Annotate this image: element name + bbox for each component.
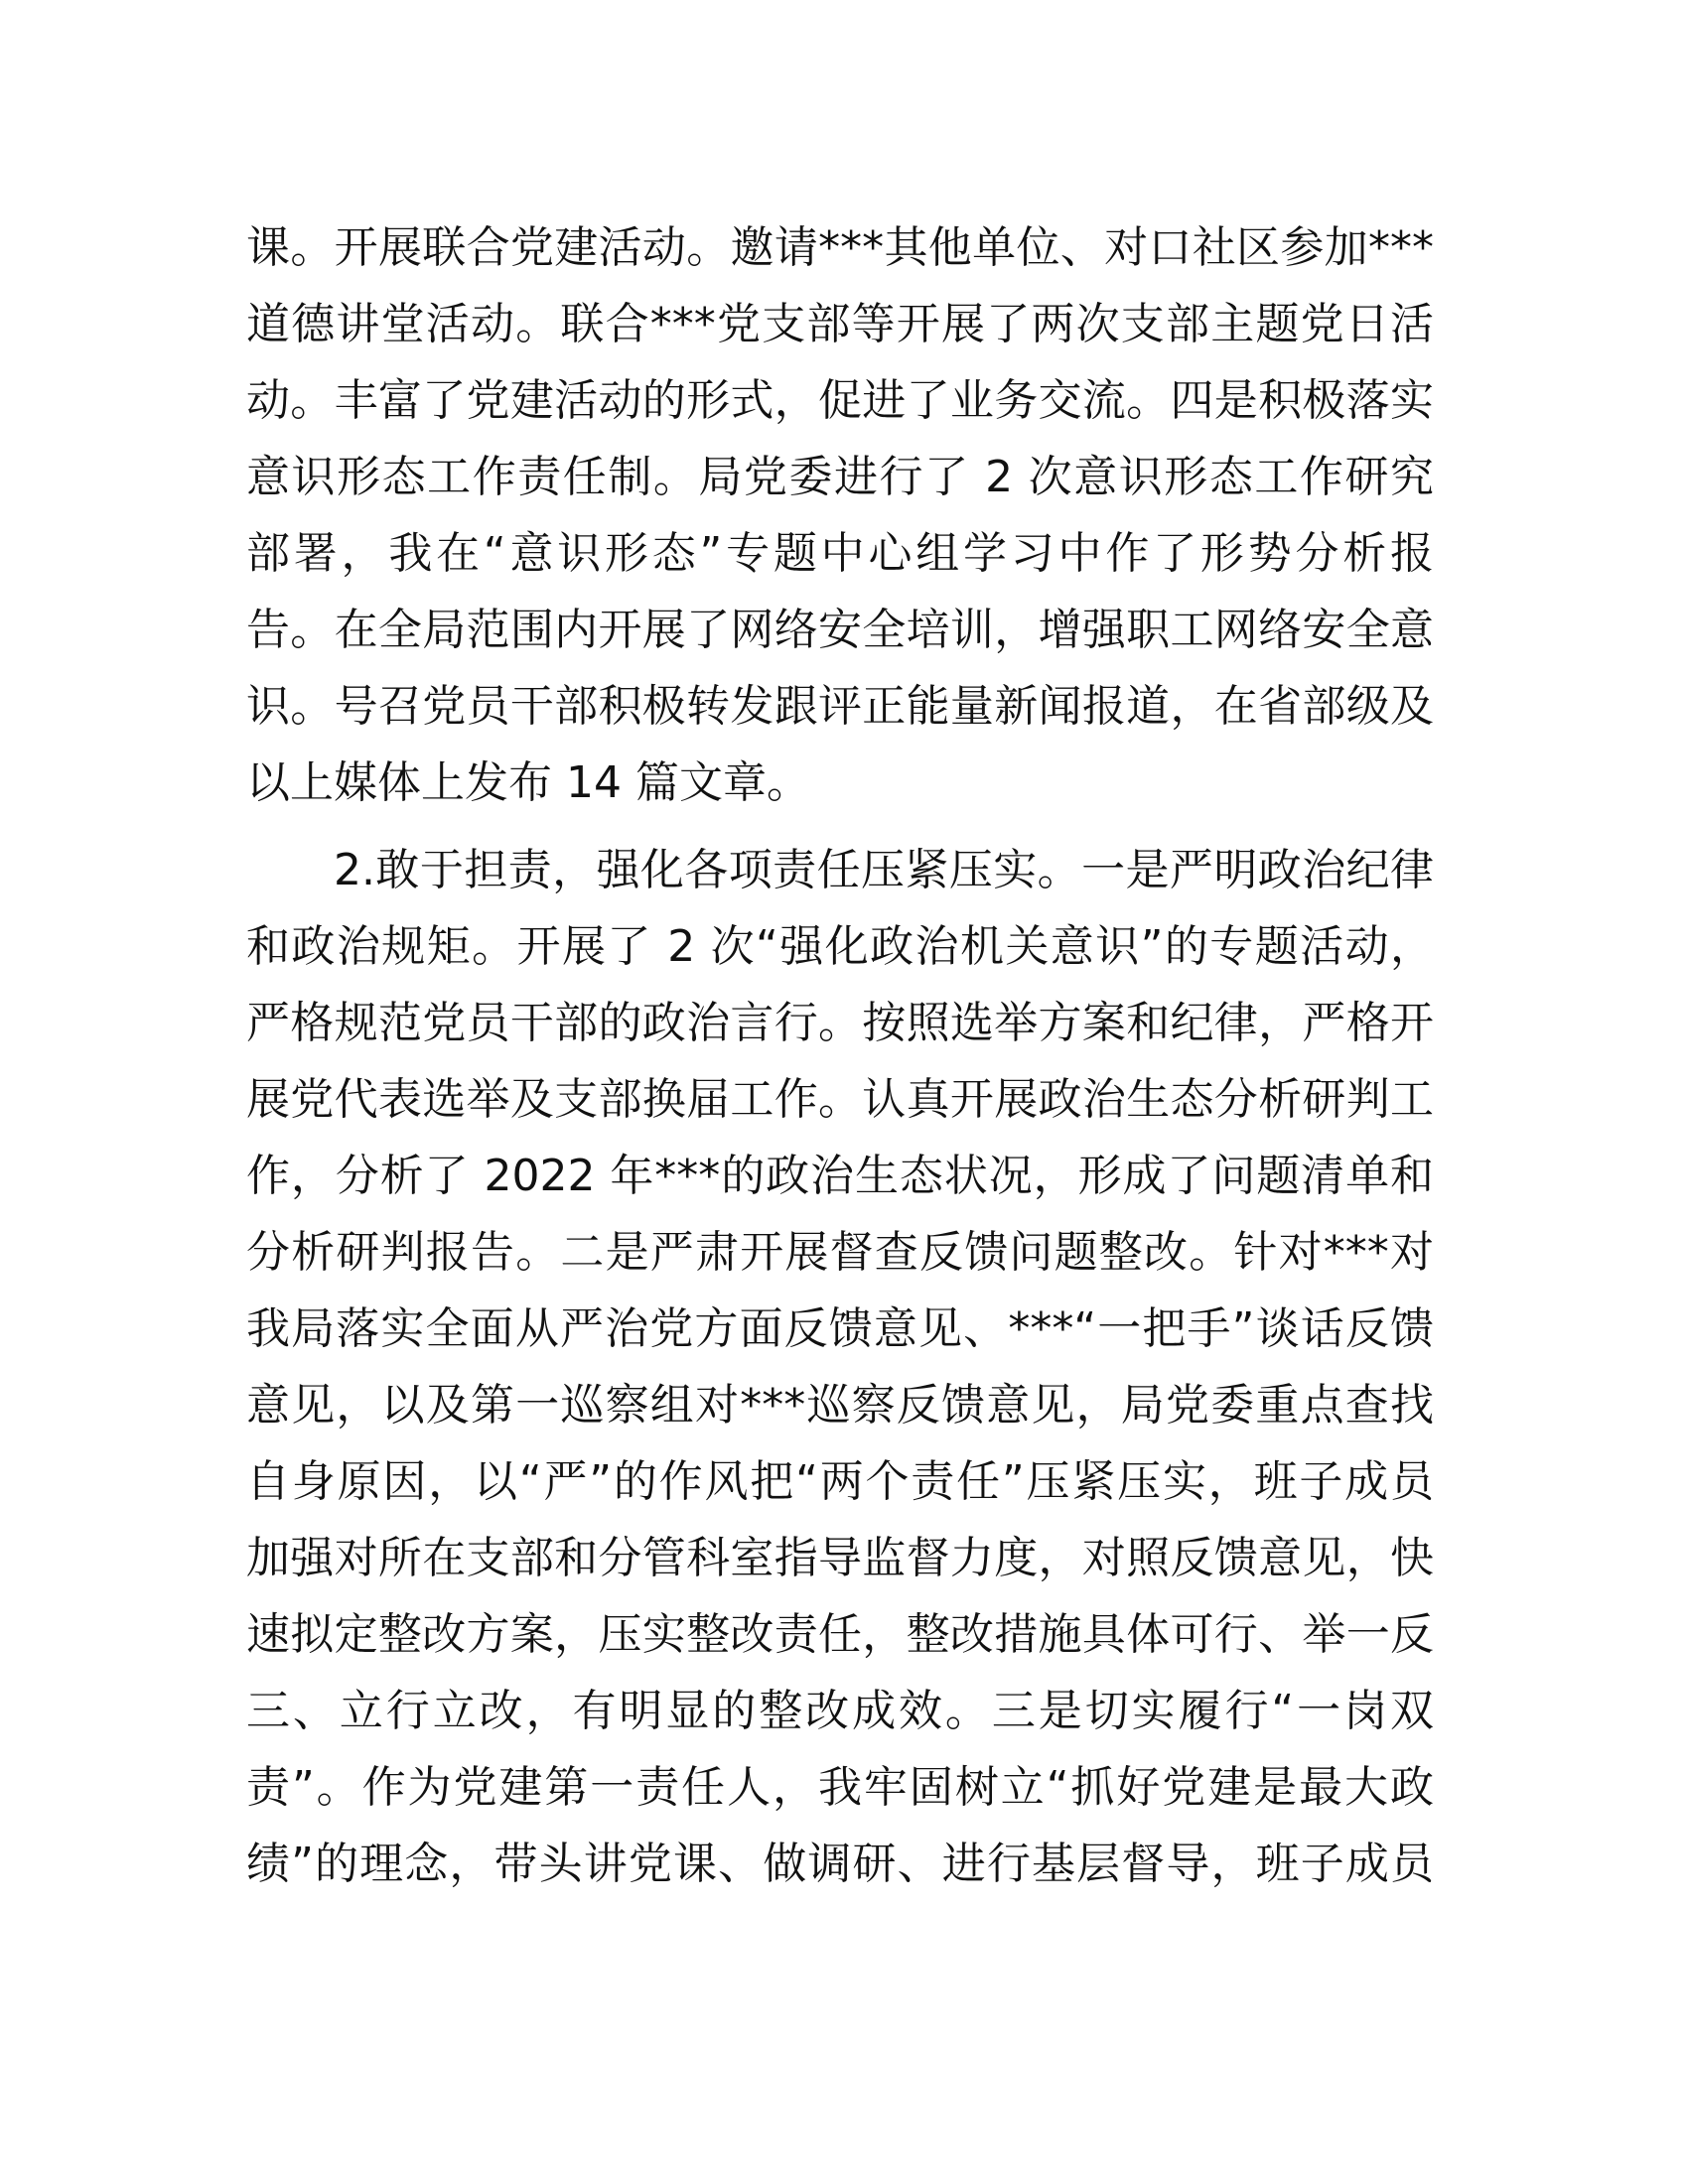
paragraph-1-line-6: 告。在全局范围内开展了网络安全培训，增强职工网络安全意 [246,605,1434,655]
paragraph-2-line-13: 责”。作为党建第一责任人，我牢固树立“抓好党建是最大政 [246,1762,1434,1813]
paragraph-2-line-2: 和政治规矩。开展了 2 次“强化政治机关意识”的专题活动， [246,921,1434,972]
paragraph-2-line-6: 分析研判报告。二是严肃开展督查反馈问题整改。针对***对 [246,1227,1434,1278]
paragraph-1-line-2: 道德讲堂活动。联合***党支部等开展了两次支部主题党日活 [246,299,1434,349]
paragraph-2-line-12: 三、立行立改，有明显的整改成效。三是切实履行“一岗双 [246,1686,1434,1736]
paragraph-1-line-8: 以上媒体上发布 14 篇文章。 [246,757,810,808]
paragraph-2-line-7: 我局落实全面从严治党方面反馈意见、***“一把手”谈话反馈 [246,1303,1434,1354]
paragraph-2-line-9: 自身原因，以“严”的作风把“两个责任”压紧压实，班子成员 [246,1456,1434,1507]
paragraph-2-line-5: 作，分析了 2022 年***的政治生态状况，形成了问题清单和 [246,1151,1434,1201]
paragraph-1-line-5: 部署，我在“意识形态”专题中心组学习中作了形势分析报 [246,528,1434,579]
paragraph-2-line-14: 绩”的理念，带头讲党课、做调研、进行基层督导，班子成员 [246,1839,1434,1889]
paragraph-2-line-10: 加强对所在支部和分管科室指导监督力度，对照反馈意见，快 [246,1533,1434,1583]
paragraph-1-line-4: 意识形态工作责任制。局党委进行了 2 次意识形态工作研究 [246,452,1434,502]
paragraph-1-line-1: 课。开展联合党建活动。邀请***其他单位、对口社区参加*** [246,222,1434,273]
paragraph-2-line-1: 2.敢于担责，强化各项责任压紧压实。一是严明政治纪律 [334,845,1434,895]
paragraph-1-line-3: 动。丰富了党建活动的形式，促进了业务交流。四是积极落实 [246,375,1434,426]
paragraph-2-line-11: 速拟定整改方案，压实整改责任，整改措施具体可行、举一反 [246,1609,1434,1660]
paragraph-2-line-3: 严格规范党员干部的政治言行。按照选举方案和纪律，严格开 [246,998,1434,1048]
paragraph-1-line-7: 识。号召党员干部积极转发跟评正能量新闻报道，在省部级及 [246,681,1434,732]
paragraph-2-line-8: 意见，以及第一巡察组对***巡察反馈意见，局党委重点查找 [246,1380,1434,1431]
paragraph-2-line-4: 展党代表选举及支部换届工作。认真开展政治生态分析研判工 [246,1074,1434,1125]
